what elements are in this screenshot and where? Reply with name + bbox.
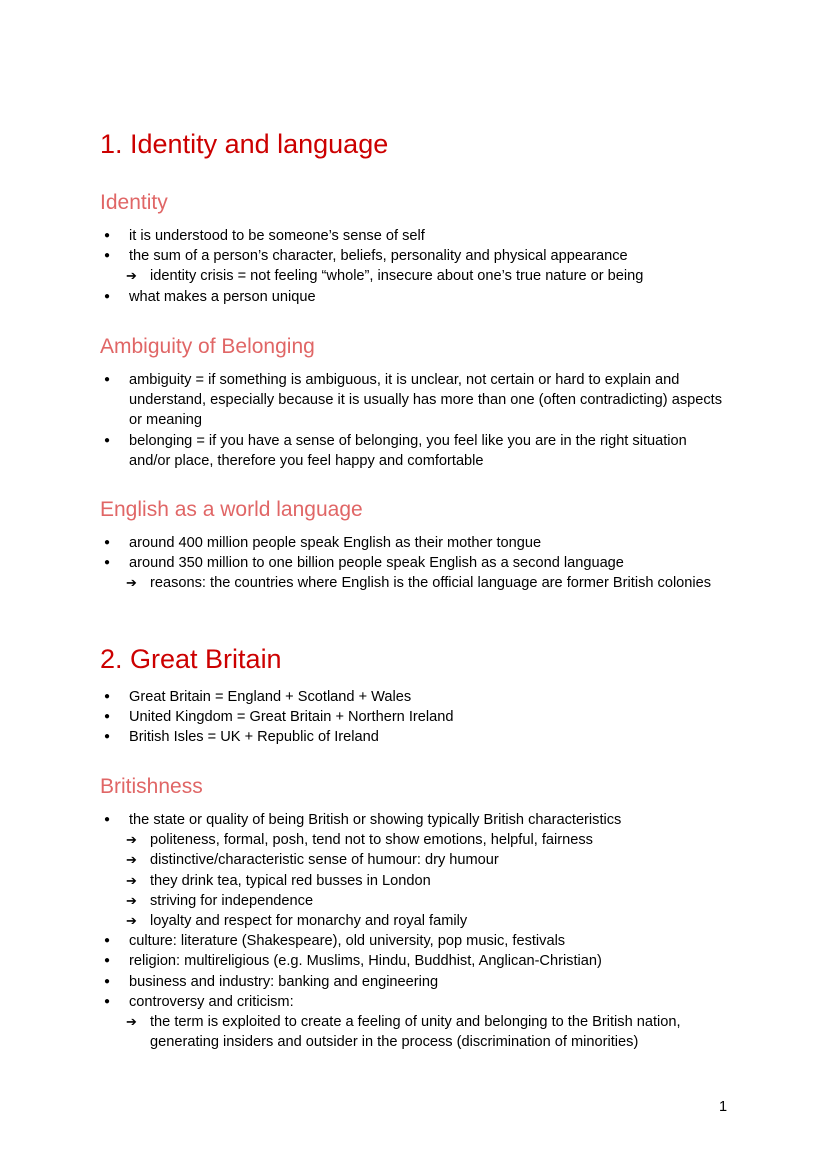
britishness-list [0,810,828,1052]
heading-britishness: Britishness [100,775,203,798]
great-britain-list [0,687,828,748]
list-item: ● around 400 million people speak English as their mother tongue [0,533,729,553]
sub-list-item: ➔ they drink tea, typical red busses in London [0,871,730,891]
sub-list-item: ➔ politeness, formal, posh, tend not to show emotions, helpful, fairness [0,830,730,850]
section-title-great-britain: 2. Great Britain [100,644,282,674]
page-number: 1 [719,1099,728,1115]
sub-list-item: ➔ distinctive/characteristic sense of humour: dry humour [0,850,730,870]
list-item: ● the sum of a person’s character, beliefs, personality and physical appearance [0,246,729,266]
heading-ambiguity-of-belonging: Ambiguity of Belonging [100,335,315,358]
list-item: ● culture: literature (Shakespeare), old university, pop music, festivals [0,931,729,951]
list-item: ● religion: multireligious (e.g. Muslims, Hindu, Buddhist, Anglican-Christian) [0,951,729,971]
list-item: ● around 350 million to one billion people speak English as a second language [0,553,729,573]
list-item: ● business and industry: banking and engineering [0,972,729,992]
list-item: ● it is understood to be someone’s sense of self [0,226,729,246]
sub-list-item: ➔ striving for independence [0,891,730,911]
list-item: ● British Isles = UK + Republic of Ireland [0,727,729,747]
list-item: ● United Kingdom = Great Britain + Northern Ireland [0,707,729,727]
list-item: ● what makes a person unique [0,287,729,307]
list-item: ● controversy and criticism: [0,992,729,1012]
section-title-identity-and-language: 1. Identity and language [100,129,389,159]
sub-list-item: ➔ the term is exploited to create a feeling of unity and belonging to the British nation, generating insiders and outsider in the process (discrimination of minorities) [0,1012,730,1052]
english-list [0,533,828,594]
sub-list-item: ➔ loyalty and respect for monarchy and royal family [0,911,730,931]
belonging-list [0,370,828,471]
heading-identity: Identity [100,191,168,214]
list-item: ● Great Britain = England + Scotland + Wales [0,687,729,707]
list-item: ● ambiguity = if something is ambiguous, it is unclear, not certain or hard to explain and understand, especially because it is usually has more than one (often contradicting) aspects or meaning [0,370,729,431]
identity-list [0,226,828,307]
sub-list-item: ➔ identity crisis = not feeling “whole”, insecure about one’s true nature or being [0,266,730,286]
list-item: ● the state or quality of being British or showing typically British characteristics [0,810,729,830]
list-item: ● belonging = if you have a sense of belonging, you feel like you are in the right situation and/or place, therefore you feel happy and comfortable [0,431,729,471]
sub-list-item: ➔ reasons: the countries where English is the official language are former British colonies [0,573,730,593]
heading-english-world-language: English as a world language [100,498,363,521]
